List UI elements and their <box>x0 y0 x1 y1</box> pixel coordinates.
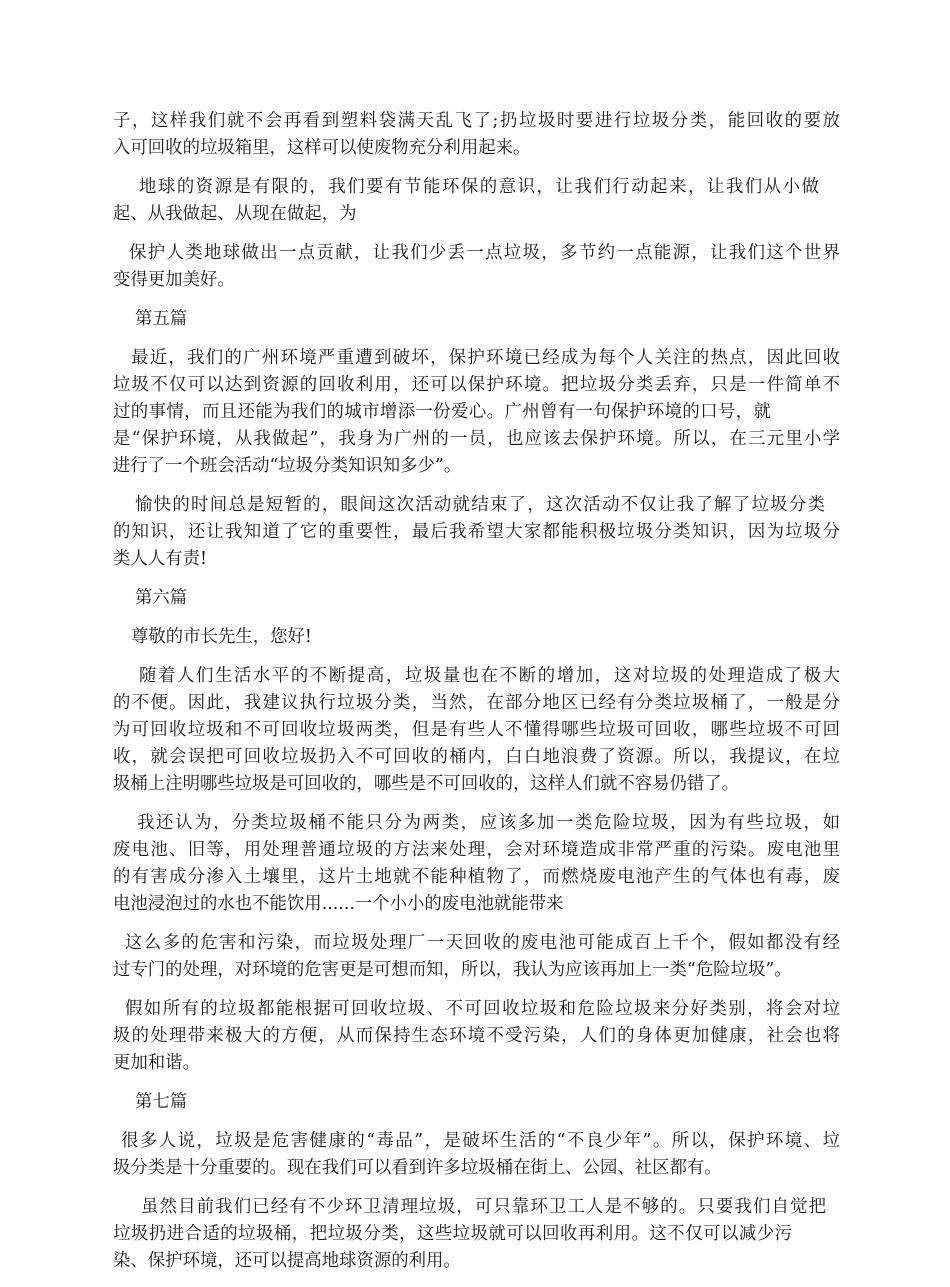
text-line: 圾桶上注明哪些垃圾是可回收的，哪些是不可回收的，这样人们就不容易仍错了。 <box>113 774 740 794</box>
text-line: 地球的资源是有限的，我们要有节能环保的意识，让我们行动起来，让我们从小做 <box>139 177 819 197</box>
text-line: 入可回收的垃圾箱里，这样可以使废物充分利用起来。 <box>113 138 531 158</box>
paragraph <box>113 108 840 162</box>
paragraph <box>113 345 840 480</box>
text-line: 垃圾不仅可以达到资源的回收利用，还可以保护环境。把垃圾分类丢弃，只是一件简单不 <box>113 375 840 395</box>
text-line: 起、从我做起、从现在做起，为 <box>113 204 357 224</box>
paragraph <box>113 624 840 651</box>
paragraph <box>113 240 840 294</box>
text-line: 过的事情，而且还能为我们的城市增添一份爱心。广州曾有一句保护环境的口号，就 <box>113 402 771 422</box>
section-heading: 第七篇 <box>135 1092 188 1112</box>
text-line: 随着人们生活水平的不断提高，垃圾量也在不断的增加，这对垃圾的处理造成了极大 <box>139 666 840 686</box>
text-line: 是“保护环境，从我做起”，我身为广州的一员，也应该去保护环境。所以，在三元里小学 <box>113 429 840 449</box>
text-line: 的知识，还让我知道了它的重要性，最后我希望大家都能积极垃圾分类知识，因为垃圾分 <box>113 522 840 542</box>
paragraph <box>113 810 840 918</box>
text-line: 为可回收垃圾和不可回收垃圾两类，但是有些人不懂得哪些垃圾可回收，哪些垃圾不可回 <box>113 720 840 740</box>
text-line: 收，就会误把可回收垃圾扔入不可回收的桶内，白白地浪费了资源。所以，我提议，在垃 <box>113 747 840 767</box>
text-line: 垃圾扔进合适的垃圾桶，把垃圾分类，这些垃圾就可以回收再利用。这不仅可以减少污 <box>113 1224 792 1244</box>
text-line: 类人人有责! <box>113 549 207 569</box>
paragraph <box>113 663 840 798</box>
text-line: 尊敬的市长先生，您好! <box>131 627 312 647</box>
paragraph <box>113 492 840 573</box>
text-line: 子，这样我们就不会再看到塑料袋满天乱飞了;扔垃圾时要进行垃圾分类，能回收的要放 <box>113 111 840 131</box>
text-line: 废电池、旧等，用处理普通垃圾的方法来处理，会对环境造成非常严重的污染。废电池里 <box>113 840 840 860</box>
text-line: 很多人说，垃圾是危害健康的“毒品”，是破坏生活的“不良少年”。所以，保护环境、垃 <box>121 1131 840 1151</box>
text-line: 虽然目前我们已经有不少环卫清理垃圾，可只靠环卫工人是不够的。只要我们自觉把 <box>141 1197 826 1217</box>
text-line: 圾的处理带来极大的方便，从而保持生态环境不受污染，人们的身体更加健康，社会也将 <box>113 1026 840 1046</box>
text-line: 最近，我们的广州环境严重遭到破坏，保护环境已经成为每个人关注的热点，因此回收 <box>131 348 840 368</box>
text-line: 愉快的时间总是短暂的，眼间这次活动就结束了，这次活动不仅让我了解了垃圾分类 <box>135 495 825 515</box>
text-line: 圾分类是十分重要的。现在我们可以看到许多垃圾桶在街上、公园、社区都有。 <box>113 1158 722 1178</box>
section-heading: 第六篇 <box>135 588 188 608</box>
paragraph <box>113 930 840 984</box>
paragraph <box>113 1128 840 1182</box>
paragraph <box>113 996 840 1077</box>
text-line: 的有害成分渗入土壤里，这片土地就不能种植物了，而燃烧废电池产生的气体也有毒，废 <box>113 867 840 887</box>
text-line: 我还认为，分类垃圾桶不能只分为两类，应该多加一类危险垃圾，因为有些垃圾，如 <box>137 813 840 833</box>
text-line: 保护人类地球做出一点贡献，让我们少丢一点垃圾，多节约一点能源，让我们这个世界 <box>129 243 840 263</box>
paragraph <box>113 1194 840 1275</box>
text-line: 更加和谐。 <box>113 1053 200 1073</box>
text-line: 假如所有的垃圾都能根据可回收垃圾、不可回收垃圾和危险垃圾来分好类别，将会对垃 <box>125 999 840 1019</box>
text-line: 染、保护环境，还可以提高地球资源的利用。 <box>113 1251 461 1271</box>
paragraph <box>113 174 840 228</box>
text-line: 变得更加美好。 <box>113 270 235 290</box>
text-line: 电池浸泡过的水也不能饮用......一个小小的废电池就能带来 <box>113 894 564 914</box>
document-body <box>113 108 840 1287</box>
text-line: 过专门的处理，对环境的危害更是可想而知，所以，我认为应该再加上一类“危险垃圾”。 <box>113 960 792 980</box>
text-line: 的不便。因此，我建议执行垃圾分类，当然，在部分地区已经有分类垃圾桶了，一般是分 <box>113 693 840 713</box>
text-line: 这么多的危害和污染，而垃圾处理厂一天回收的废电池可能成百上千个，假如都没有经 <box>125 933 840 953</box>
text-line: 进行了一个班会活动“垃圾分类知识知多少”。 <box>113 456 462 476</box>
section-heading: 第五篇 <box>135 309 188 329</box>
